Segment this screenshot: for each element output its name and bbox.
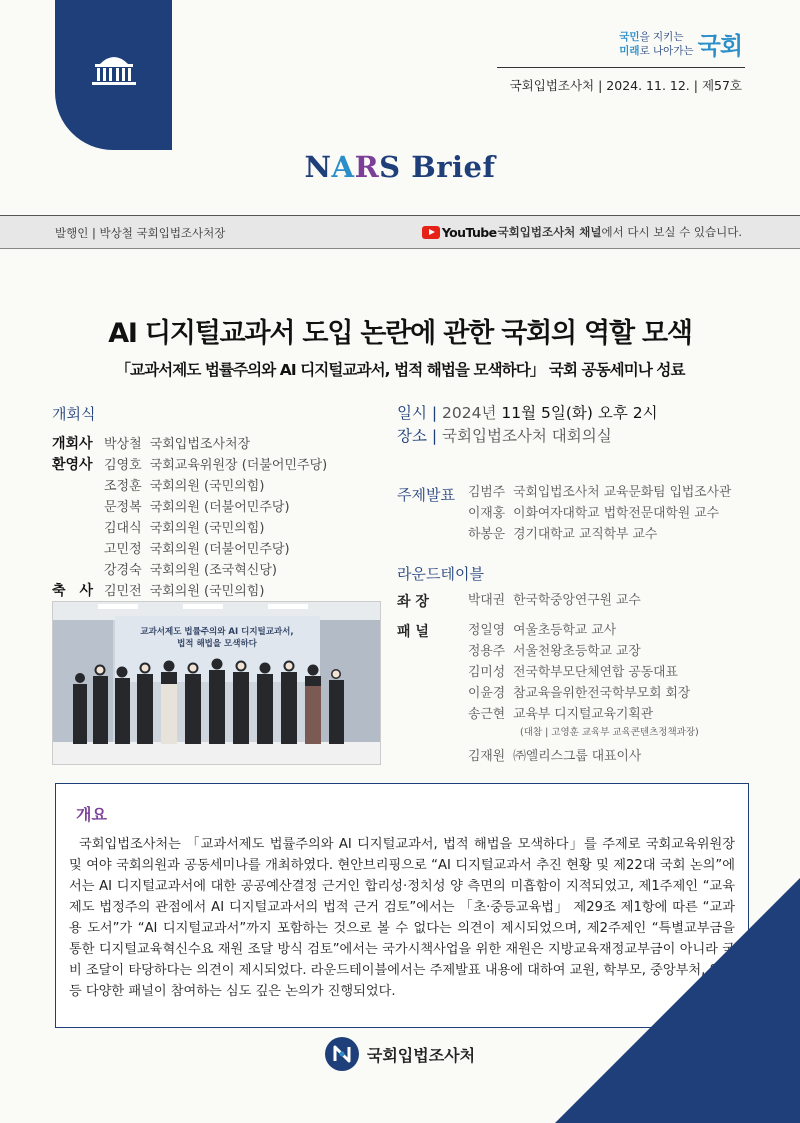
panelist-name: 김재원: [468, 749, 506, 764]
ceremony-row-label: [52, 539, 104, 560]
photo-banner-line1: 교과서제도 법률주의와 AI 디지털교과서,: [140, 627, 294, 637]
slogan-line1-rest: 을 지키는: [639, 30, 684, 43]
presenter-role: 이화여자대학교 법학전문대학원 교수: [513, 506, 720, 521]
wordmark-part2: 회: [719, 32, 742, 60]
ceremony-row: [52, 434, 327, 455]
panelist-row: [468, 641, 699, 662]
panel-note: (대참 | 고영훈 교육부 교육콘텐츠정책과장): [520, 727, 699, 738]
slogan-line2-rest: 로 나아가는: [639, 44, 694, 57]
ceremony-row-role: 국회입법조사처장: [149, 437, 251, 452]
slogan-text: [619, 30, 693, 58]
chair-role: 한국학중앙연구원 교수: [513, 593, 641, 608]
ceremony-row-label: 개회사: [52, 436, 93, 452]
ceremony-row-label: 축 사: [52, 583, 94, 599]
footer-org-name: 국회입법조사처: [366, 1045, 476, 1065]
logo-letter-n: N: [304, 150, 332, 184]
overview-heading: 개요: [76, 805, 107, 824]
ceremony-row: [52, 455, 327, 476]
ceremony-list: [52, 434, 327, 602]
event-schedule: [397, 402, 658, 448]
place-value: 국회입법조사처 대회의실: [442, 427, 612, 445]
publisher-text: 발행인 | 박상철 국회입법조사처장: [55, 226, 226, 240]
ceremony-row-name: 조정훈: [104, 479, 142, 494]
ceremony-row-label: 환영사: [52, 457, 93, 473]
ceremony-row-name: 강경숙: [104, 563, 142, 578]
presenter-role: 경기대학교 교직학부 교수: [513, 527, 658, 542]
ceremony-row: [52, 497, 327, 518]
panelist-name: 정용주: [468, 644, 506, 659]
nars-emblem-icon: [325, 1037, 359, 1071]
national-assembly-building-icon: [86, 48, 142, 88]
sub-title: 「교과서제도 법률주의와 AI 디지털교과서, 법적 해법을 모색하다」 국회 공동세미나 성료: [115, 361, 685, 379]
presenter-row: [468, 482, 731, 503]
date-label: 일시 |: [397, 404, 438, 422]
panelist-role: 전국학부모단체연합 공동대표: [513, 665, 678, 680]
ceremony-row-name: 박상철: [104, 437, 142, 452]
presenter-name: 하봉운: [468, 527, 506, 542]
panelist-role: ㈜엘리스그룹 대표이사: [513, 749, 642, 764]
ceremony-row: [52, 581, 327, 602]
presenter-row: [468, 524, 731, 545]
main-title: AI 디지털교과서 도입 논란에 관한 국회의 역할 모색: [108, 318, 692, 349]
panel-list: [468, 620, 699, 767]
ceremony-row-name: 김대식: [104, 521, 142, 536]
ceremony-row-label: [52, 518, 104, 539]
ceremony-row-role: 국회의원 (국민의힘): [149, 479, 265, 494]
panel-note-spacer: [468, 725, 512, 746]
panelist-role: 교육부 디지털교육기획관: [513, 707, 654, 722]
ceremony-row-role: 국회의원 (국민의힘): [149, 584, 265, 599]
chair-label: 좌 장: [397, 594, 429, 610]
date-time: 11월 5일(화) 오후 2시: [501, 404, 658, 422]
ceremony-row-role: 국회의원 (더불어민주당): [149, 500, 290, 515]
header-corner-tab: [55, 0, 172, 150]
youtube-wordmark: YouTube: [441, 224, 497, 240]
ceremony-row: [52, 476, 327, 497]
panelist-name: 이윤경: [468, 686, 506, 701]
ceremony-heading: 개회식: [52, 405, 96, 423]
presenter-name: 이재홍: [468, 506, 506, 521]
logo-letter-a: A: [331, 150, 355, 184]
presentations-heading: 주제발표: [397, 486, 455, 504]
panelist-row: [468, 620, 699, 641]
assembly-slogan: [619, 26, 742, 61]
slogan-line1-highlight: 국민: [619, 30, 640, 43]
overview-text: 국회입법조사처는 「교과서제도 법률주의와 AI 디지털교과서, 법적 해법을 모색하다」를 주제로 국회교육위원장 및 여야 국회의원과 공동세미나를 개최하였다. 현안브리핑으로 “AI 디지털교과서 추진 현황 및 제22대 국회 논의”에서는 AI 디지털교과서에 대한 공공예산결정 근거인 합리성·정치성 양 측면의 미흡함이 지적되었고, 제1주제인 “교육제도 법정주의 관점에서 AI 디지털교과서의 법적 근거 검토”에서는 「초·중등교육법」 제29조 제1항에 따른 “교과용 도서”가 “AI 디지털교과서”까지 포함하는 것으로 볼 수 없다는 의견이 제시되었으며, 제2주제인 “특별교부금을 통한 디지털교육혁신수요 재원 조달 방식 검토”에서는 국가시책사업을 위한 재원은 지방교육재정교부금이 아니라 국비 조달이 타당하다는 의견이 제시되었다. 라운드테이블에서는 주제발표 내용에 대하여 교원, 학부모, 중앙부처, 업계 등 다양한 패널이 참여하는 심도 깊은 논의가 진행되었다.: [69, 837, 735, 999]
ceremony-row-label: [52, 497, 104, 518]
wordmark-part1: 국: [697, 32, 720, 60]
place-label: 장소 |: [397, 427, 438, 445]
logo-word-brief: Brief: [411, 150, 496, 184]
chair-list: [468, 590, 641, 611]
slogan-line2-highlight: 미래: [619, 44, 640, 57]
youtube-channel-name: 국회입법조사처 채널: [497, 225, 602, 239]
decorative-corner-triangle: [555, 878, 800, 1123]
panelist-name: 김미성: [468, 665, 506, 680]
youtube-icon: [422, 226, 440, 239]
ceremony-row-name: 고민정: [104, 542, 142, 557]
ceremony-row-label: [52, 476, 104, 497]
youtube-notice-suffix: 에서 다시 보실 수 있습니다.: [601, 225, 742, 239]
panelist-row: [468, 683, 699, 704]
ceremony-row-role: 국회의원 (국민의힘): [149, 521, 265, 536]
date-year: 2024년: [442, 404, 497, 422]
ceremony-row-name: 김영호: [104, 458, 142, 473]
event-date-row: [397, 402, 658, 425]
ceremony-row-role: 국회의원 (더불어민주당): [149, 542, 290, 557]
panelist-role: 참교육을위한전국학부모회 회장: [513, 686, 691, 701]
panel-note-row: [468, 725, 699, 746]
presenter-name: 김범주: [468, 485, 506, 500]
presenter-role: 국회입법조사처 교육문화팀 입법조사관: [513, 485, 732, 500]
photo-banner-line2: 법적 해법을 모색하다: [177, 639, 257, 649]
panelist-row: [468, 662, 699, 683]
ceremony-row: [52, 539, 327, 560]
panelist-role: 서울천왕초등학교 교장: [513, 644, 641, 659]
ceremony-row-name: 김민전: [104, 584, 142, 599]
ceremony-row-role: 국회교육위원장 (더불어민주당): [149, 458, 328, 473]
panelist-row: [468, 704, 699, 725]
issue-info: 국회입법조사처 | 2024. 11. 12. | 제57호: [509, 78, 742, 93]
ceremony-row-name: 문정복: [104, 500, 142, 515]
panelist-role: 여울초등학교 교사: [513, 623, 617, 638]
panelist-name: 송근현: [468, 707, 506, 722]
presentations-list: [468, 482, 731, 545]
assembly-wordmark: [698, 26, 742, 61]
footer-logo: [0, 1037, 800, 1071]
chair-name: 박대권: [468, 593, 506, 608]
event-photo: [52, 601, 381, 765]
roundtable-heading: 라운드테이블: [397, 565, 484, 583]
ceremony-row-role: 국회의원 (조국혁신당): [149, 563, 277, 578]
ceremony-row: [52, 560, 327, 581]
panelist-name: 정일영: [468, 623, 506, 638]
panel-label: 패 널: [397, 624, 429, 640]
event-place-row: [397, 425, 658, 448]
ceremony-row: [52, 518, 327, 539]
ceremony-row-label: [52, 560, 104, 581]
header-rule: [497, 67, 745, 68]
presenter-row: [468, 503, 731, 524]
youtube-notice[interactable]: [422, 224, 742, 240]
publisher-bar: [0, 215, 800, 249]
panelist-row: [468, 746, 699, 767]
logo-letter-s: S: [379, 150, 401, 184]
nars-brief-logo: [0, 150, 800, 184]
logo-letter-r: R: [354, 150, 380, 184]
chair-row: [468, 590, 641, 611]
